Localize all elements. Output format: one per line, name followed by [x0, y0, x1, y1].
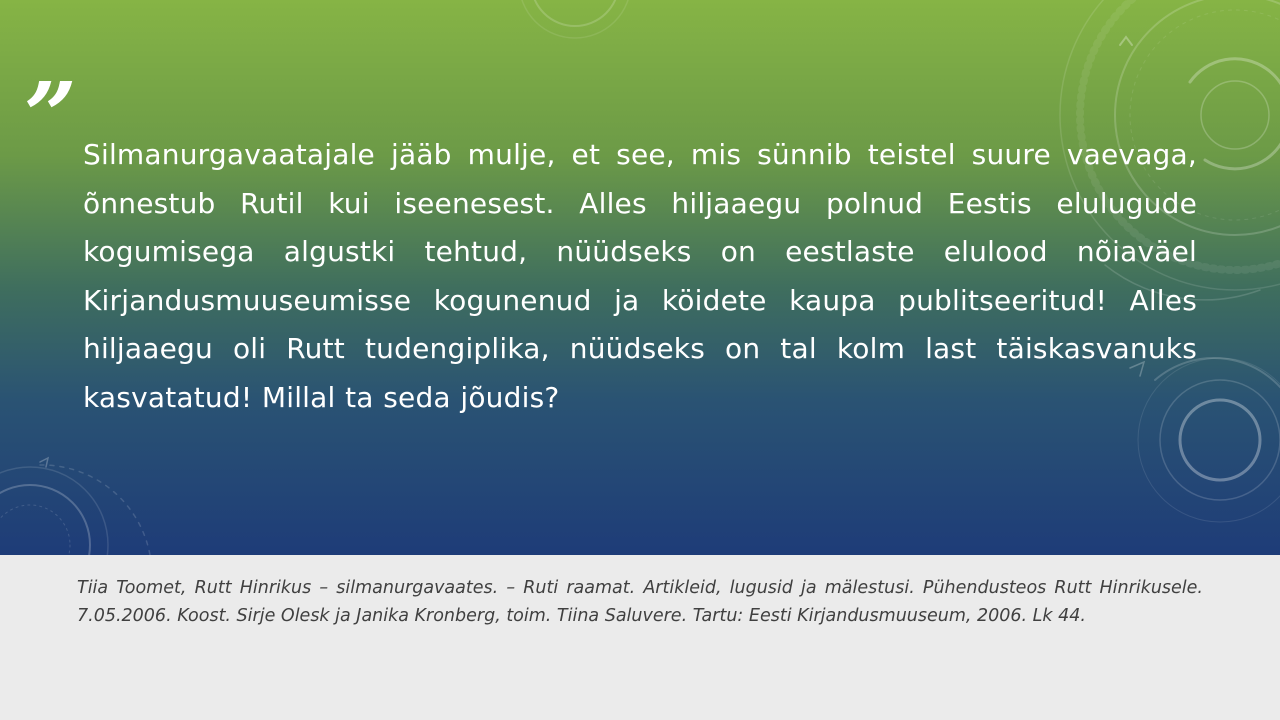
quote-text: Silmanurgavaatajale jääb mulje, et see, mis sünnib teistel suure vaevaga, õnnestub Rutil kui iseenesest. Alles hiljaaegu polnud Eestis elulugude kogumisega algustki tehtud, nüüdseks on eestlaste elulood nõiaväel Kirjandusmuuseumisse kogunenud ja köidete kaupa publitseeritud! Alles hiljaaegu oli Rutt tudengiplika, nüüdseks on tal kolm last täiskasvanuks kasvatatud! Millal ta seda jõudis?	[83, 138, 1197, 414]
deco-ring-bottom-left	[0, 485, 90, 555]
citation-text: Tiia Toomet, Rutt Hinrikus – silmanurgavaates. – Ruti raamat. Artikleid, lugusid ja mälestusi. Pühendusteos Rutt Hinrikusele. 7.05.2006. Koost. Sirje Olesk ja Janika Kronberg, toim. Tiina Saluvere. Tartu: Eesti Kirjandusmuuseum, 2006. Lk 44.	[77, 578, 1203, 626]
deco-ring-top-center	[531, 0, 619, 26]
quotation-mark-icon: ”	[24, 62, 77, 170]
